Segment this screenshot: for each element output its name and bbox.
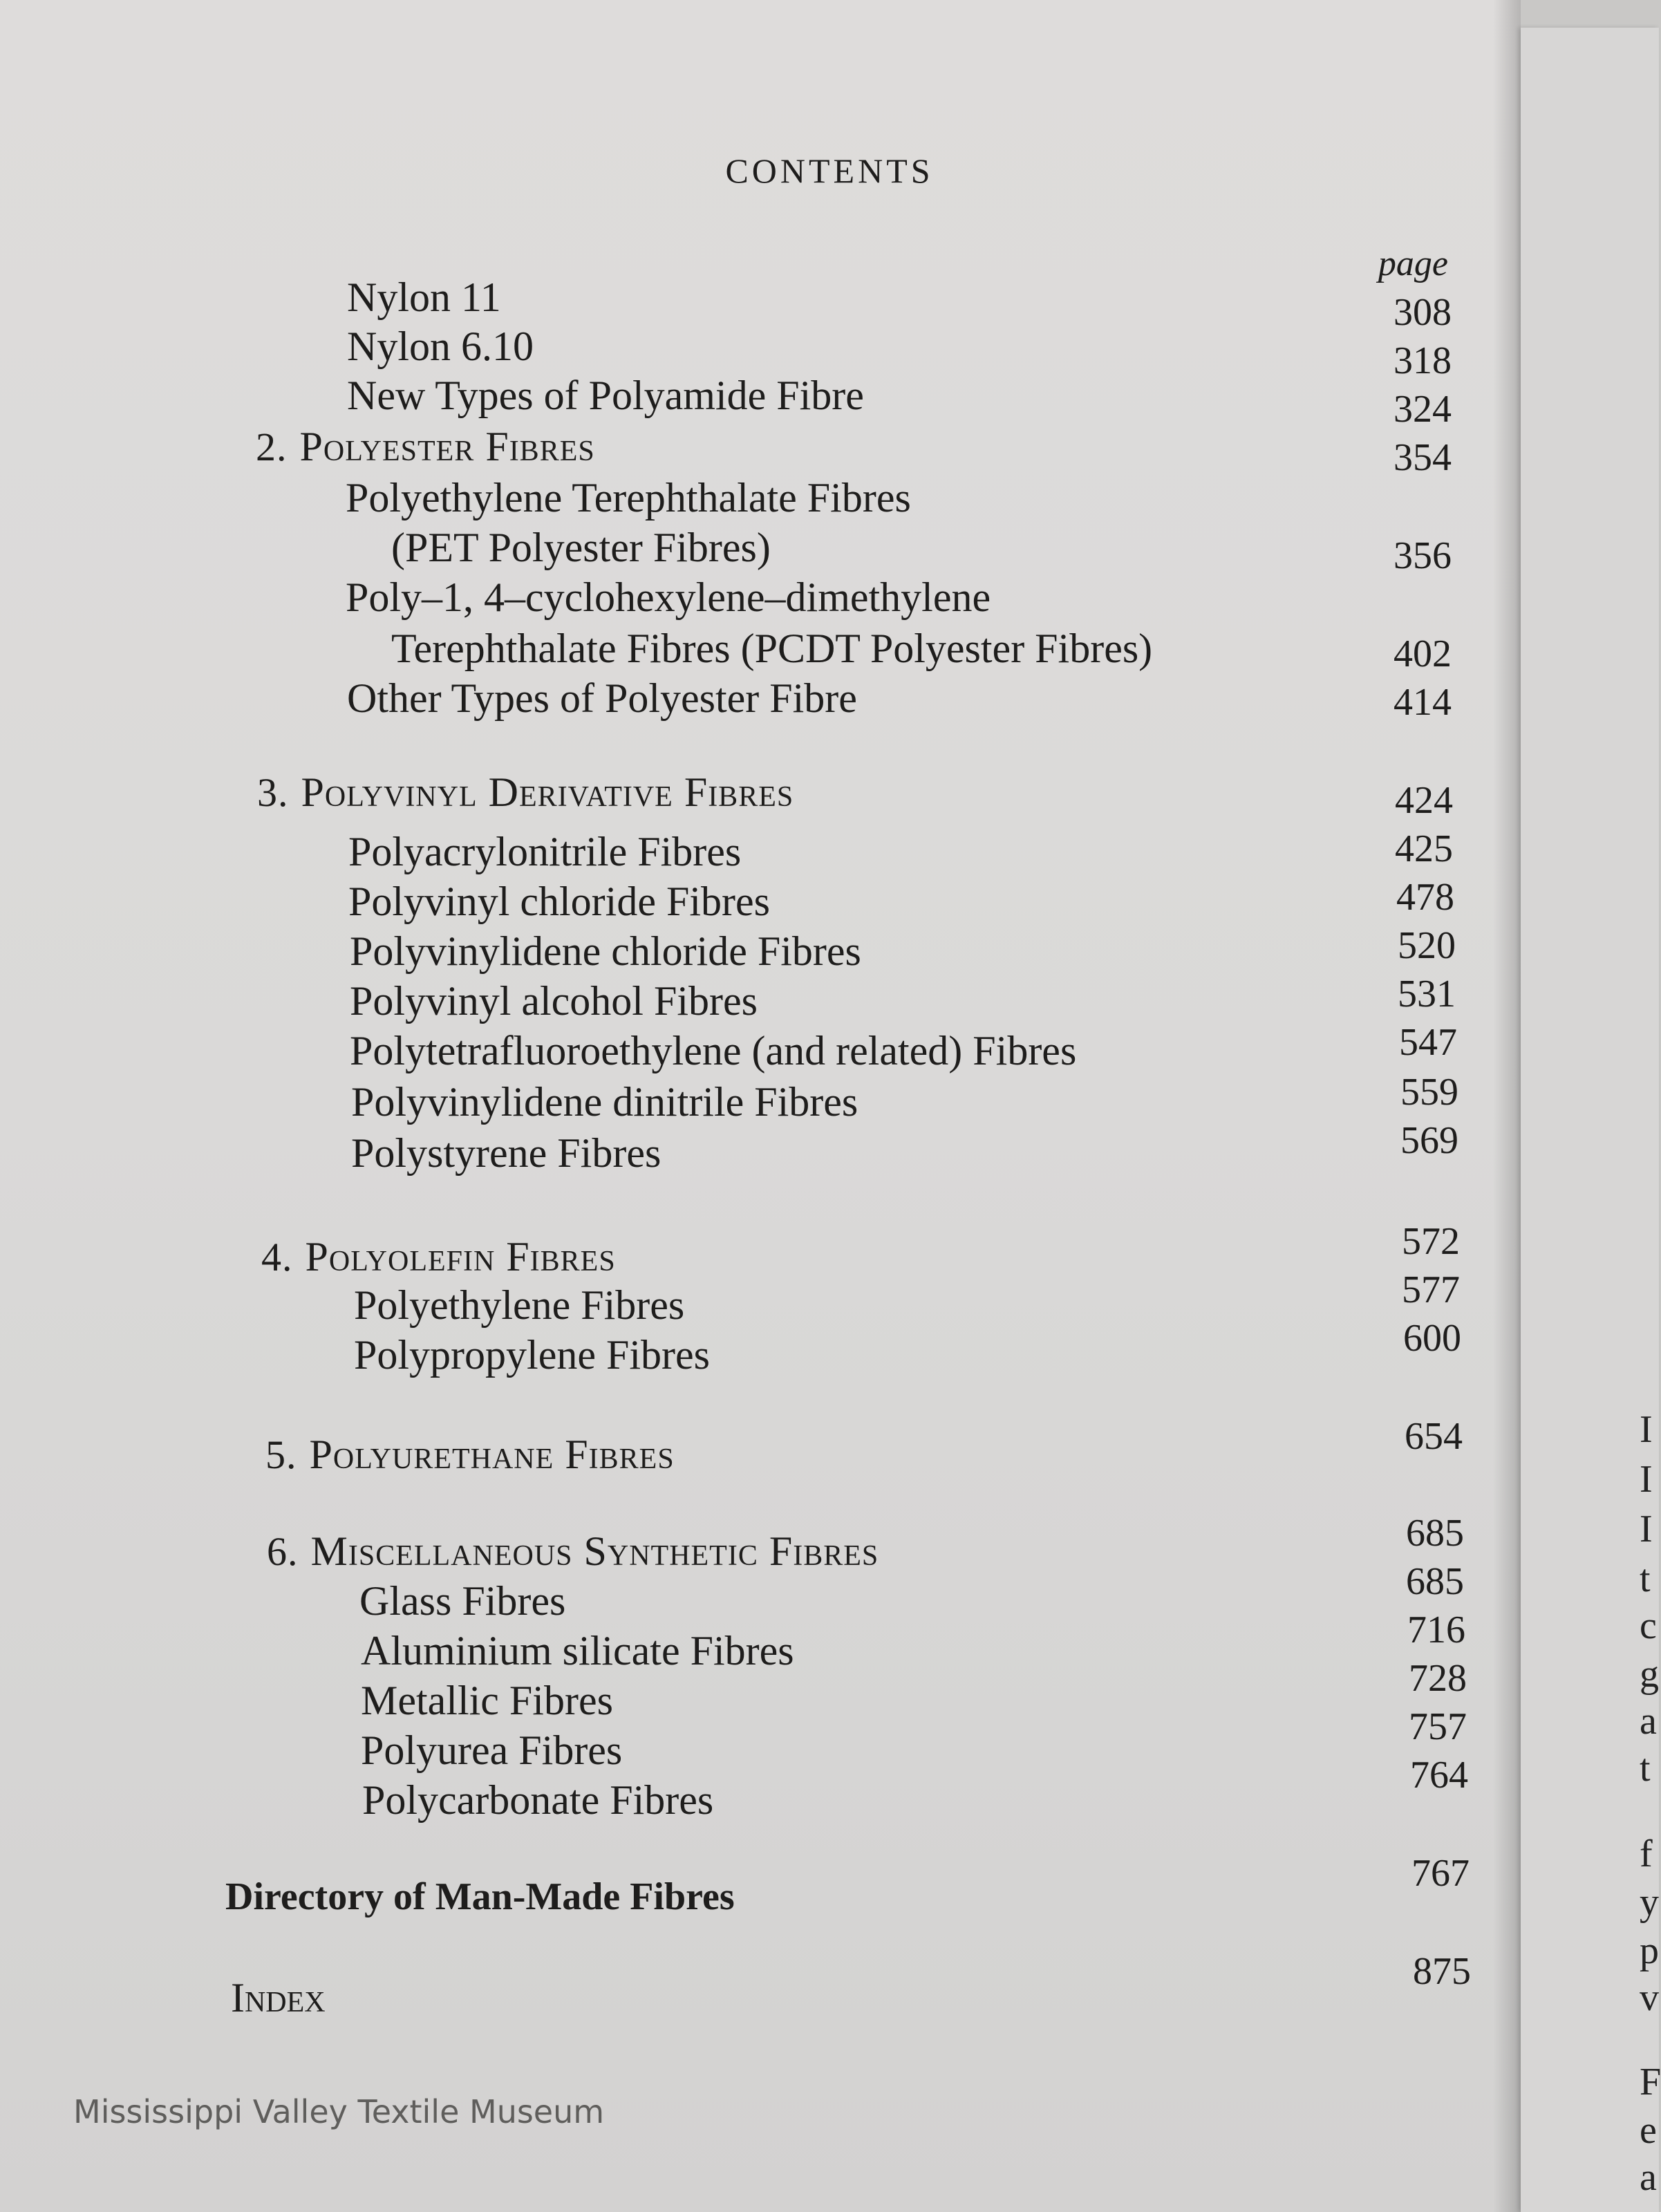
toc-page-number: 354	[1393, 436, 1452, 479]
toc-page-number: 572	[1402, 1220, 1460, 1263]
toc-page-number: 547	[1399, 1021, 1457, 1064]
page-column-label: page	[1378, 244, 1448, 283]
chapter-number: 6.	[267, 1529, 299, 1574]
toc-page-number: 569	[1400, 1119, 1458, 1162]
toc-page-number: 764	[1410, 1754, 1468, 1797]
adjacent-page-text: p	[1640, 1929, 1659, 1972]
adjacent-page-text: I	[1640, 1408, 1653, 1451]
toc-entry-new-polyamide: New Types of Polyamide Fibre	[347, 373, 864, 418]
toc-page-number: 757	[1409, 1705, 1467, 1748]
adjacent-page-text: t	[1640, 1557, 1651, 1600]
toc-page-number: 685	[1406, 1560, 1464, 1603]
chapter-title: Polyolefin Fibres	[305, 1234, 616, 1280]
toc-entry-nylon-11: Nylon 11	[347, 274, 501, 320]
toc-entry-polystyrene: Polystyrene Fibres	[351, 1130, 661, 1176]
adjacent-page-text: v	[1640, 1976, 1659, 2019]
adjacent-page-text: F	[1640, 2061, 1661, 2103]
toc-page-number: 600	[1403, 1317, 1461, 1360]
toc-entry-index: Index	[231, 1975, 326, 2021]
toc-entry-polyvinylidene-dinitrile: Polyvinylidene dinitrile Fibres	[351, 1079, 858, 1125]
toc-page-number: 402	[1393, 632, 1452, 675]
toc-entry-polypropylene: Polypropylene Fibres	[354, 1332, 710, 1378]
chapter-title: Polyurethane Fibres	[309, 1432, 675, 1477]
toc-entry-metallic: Metallic Fibres	[361, 1678, 613, 1723]
toc-entry-polyvinyl-chloride: Polyvinyl chloride Fibres	[348, 879, 770, 924]
adjacent-page-text: I	[1640, 1508, 1653, 1550]
toc-page-number: 577	[1402, 1268, 1460, 1311]
toc-chapter-polyvinyl	[257, 769, 794, 816]
toc-entry-polycarbonate: Polycarbonate Fibres	[362, 1777, 714, 1823]
chapter-title: Polyester Fibres	[299, 424, 595, 469]
toc-entry-polyethylene: Polyethylene Fibres	[354, 1282, 685, 1328]
toc-page-number: 559	[1400, 1071, 1458, 1114]
toc-chapter-polyurethane	[265, 1431, 675, 1479]
toc-page-number: 520	[1398, 924, 1456, 967]
toc-entry-polytetrafluoroethylene: Polytetrafluoroethylene (and related) Fibres	[350, 1028, 1077, 1074]
toc-page-number: 728	[1409, 1657, 1467, 1700]
toc-page-number: 324	[1393, 388, 1452, 431]
adjacent-page-text: g	[1640, 1653, 1659, 1696]
toc-chapter-miscellaneous	[267, 1528, 879, 1575]
toc-entry-aluminium-silicate: Aluminium silicate Fibres	[361, 1628, 794, 1674]
toc-page-number: 478	[1396, 876, 1454, 919]
adjacent-page-text: I	[1640, 1458, 1653, 1501]
toc-chapter-polyolefin	[261, 1233, 616, 1281]
toc-entry-pcdt-line1: Poly–1, 4–cyclohexylene–dimethylene	[346, 574, 991, 620]
adjacent-page-text: t	[1640, 1747, 1651, 1790]
adjacent-page	[1521, 28, 1659, 2212]
adjacent-page-text: a	[1640, 2156, 1657, 2199]
chapter-number: 2.	[256, 424, 288, 469]
page-gutter-shadow	[1493, 0, 1521, 2212]
toc-page-number: 654	[1405, 1415, 1463, 1458]
chapter-title: Polyvinyl Derivative Fibres	[301, 769, 794, 815]
toc-entry-directory: Directory of Man-Made Fibres	[225, 1875, 735, 1918]
adjacent-page-text: y	[1640, 1881, 1659, 1924]
toc-chapter-polyester	[256, 423, 595, 471]
toc-page-number: 308	[1393, 291, 1452, 334]
chapter-number: 3.	[257, 770, 289, 815]
toc-page-number: 356	[1393, 534, 1452, 577]
chapter-number: 5.	[265, 1432, 297, 1477]
toc-entry-pet-line2: (PET Polyester Fibres)	[391, 525, 771, 570]
toc-entry-polyvinylidene-chloride: Polyvinylidene chloride Fibres	[350, 928, 861, 974]
toc-entry-polyacrylonitrile: Polyacrylonitrile Fibres	[348, 829, 742, 874]
adjacent-page-text: c	[1640, 1604, 1657, 1647]
chapter-title: Miscellaneous Synthetic Fibres	[310, 1528, 879, 1574]
toc-page-number: 425	[1395, 827, 1453, 870]
adjacent-page-text: a	[1640, 1700, 1657, 1743]
toc-page-number: 767	[1411, 1852, 1470, 1895]
toc-entry-pcdt-line2: Terephthalate Fibres (PCDT Polyester Fibres)	[391, 626, 1153, 671]
toc-page-number: 424	[1395, 779, 1453, 822]
toc-entry-pet-line1: Polyethylene Terephthalate Fibres	[346, 475, 911, 521]
toc-page-number: 414	[1393, 681, 1452, 724]
toc-page-number: 531	[1398, 973, 1456, 1015]
toc-entry-nylon-6-10: Nylon 6.10	[347, 324, 534, 369]
toc-entry-glass: Glass Fibres	[359, 1578, 566, 1624]
toc-entry-polyurea: Polyurea Fibres	[361, 1727, 623, 1773]
museum-watermark: Mississippi Valley Textile Museum	[73, 2093, 605, 2130]
chapter-number: 4.	[261, 1235, 293, 1280]
toc-entry-other-polyester: Other Types of Polyester Fibre	[347, 675, 857, 721]
toc-page-number: 875	[1413, 1950, 1471, 1993]
toc-entry-polyvinyl-alcohol: Polyvinyl alcohol Fibres	[350, 978, 758, 1024]
toc-page-number: 716	[1407, 1609, 1465, 1651]
adjacent-page-text: f	[1640, 1833, 1653, 1875]
toc-page-number: 318	[1393, 339, 1452, 382]
page-title: CONTENTS	[725, 151, 934, 190]
toc-page-number: 685	[1406, 1512, 1464, 1555]
adjacent-page-text: e	[1640, 2109, 1657, 2152]
